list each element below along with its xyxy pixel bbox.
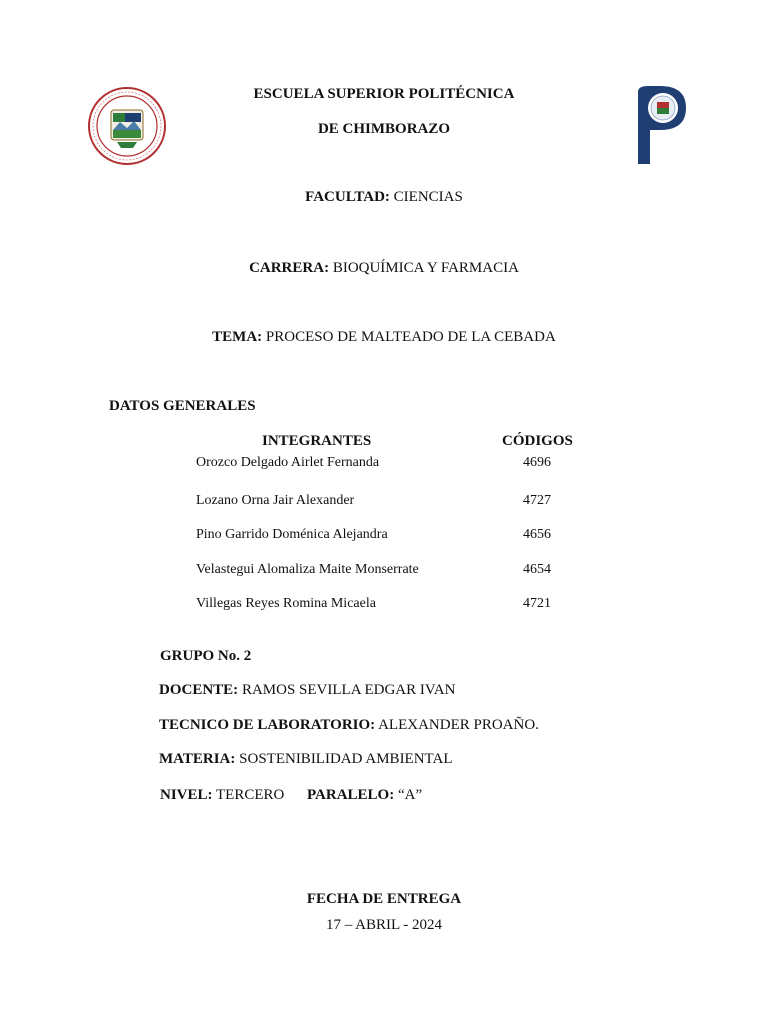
tema-label: TEMA: <box>212 329 263 345</box>
member-name: Pino Garrido Doménica Alejandra <box>196 527 388 542</box>
docente-value: RAMOS SEVILLA EDGAR IVAN <box>238 682 456 698</box>
carrera-label: CARRERA: <box>249 260 330 276</box>
fecha-value: 17 – ABRIL - 2024 <box>325 917 443 933</box>
paralelo-value: “A” <box>394 787 423 803</box>
member-name: Lozano Orna Jair Alexander <box>196 493 355 508</box>
grupo-line: GRUPO No. 2 <box>160 648 252 664</box>
table-row <box>196 493 576 509</box>
institution-name-line2: DE CHIMBORAZO <box>317 121 451 137</box>
table-row <box>196 527 576 543</box>
member-code: 4654 <box>523 562 551 577</box>
member-name: Orozco Delgado Airlet Fernanda <box>196 455 380 470</box>
tema-line <box>0 329 768 346</box>
docente-label: DOCENTE: <box>159 682 239 698</box>
paralelo-line <box>307 787 422 804</box>
carrera-line <box>0 260 768 277</box>
tema-value: PROCESO DE MALTEADO DE LA CEBADA <box>262 329 556 345</box>
facultad-value: CIENCIAS <box>389 189 463 205</box>
table-row <box>196 596 576 612</box>
materia-line <box>159 751 453 768</box>
member-code: 4727 <box>523 493 551 508</box>
datos-generales-heading: DATOS GENERALES <box>109 398 256 414</box>
member-code: 4721 <box>523 596 551 611</box>
tecnico-line <box>159 717 539 734</box>
member-code: 4696 <box>523 455 551 470</box>
member-code: 4656 <box>523 527 551 542</box>
materia-label: MATERIA: <box>159 751 236 767</box>
member-name: Velastegui Alomaliza Maite Monserrate <box>196 562 419 577</box>
codigos-header: CÓDIGOS <box>502 433 573 449</box>
table-row <box>196 455 576 471</box>
facultad-line <box>0 189 768 206</box>
nivel-label: NIVEL: <box>160 787 213 803</box>
tecnico-value: ALEXANDER PROAÑO. <box>375 717 539 733</box>
tecnico-label: TECNICO DE LABORATORIO: <box>159 717 376 733</box>
paralelo-label: PARALELO: <box>307 787 395 803</box>
nivel-line <box>160 787 284 804</box>
materia-value: SOSTENIBILIDAD AMBIENTAL <box>235 751 453 767</box>
table-row <box>196 562 576 578</box>
nivel-value: TERCERO <box>212 787 285 803</box>
fecha-label: FECHA DE ENTREGA <box>306 891 462 907</box>
docente-line <box>159 682 455 699</box>
member-name: Villegas Reyes Romina Micaela <box>196 596 376 611</box>
integrantes-header: INTEGRANTES <box>262 433 372 449</box>
facultad-label: FACULTAD: <box>305 189 390 205</box>
carrera-value: BIOQUÍMICA Y FARMACIA <box>329 260 519 276</box>
institution-name-line1: ESCUELA SUPERIOR POLITÉCNICA <box>253 86 515 102</box>
